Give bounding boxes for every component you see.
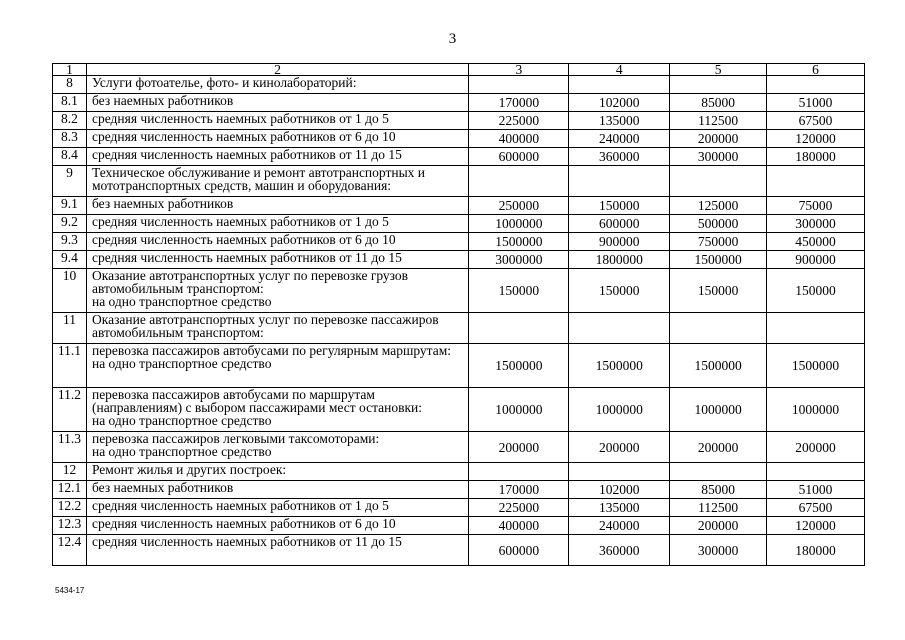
row-value-col5: 1000000 (670, 388, 767, 432)
row-value-col3: 150000 (469, 269, 569, 313)
row-number: 12.3 (53, 517, 87, 535)
row-number: 8.4 (53, 148, 87, 166)
table-row (53, 388, 865, 432)
row-value-col4: 150000 (569, 269, 670, 313)
row-number: 8.1 (53, 94, 87, 112)
table-row (53, 130, 865, 148)
row-value-col6 (767, 313, 865, 344)
row-value-col6: 1000000 (767, 388, 865, 432)
row-number: 11.1 (53, 344, 87, 388)
row-value-col6: 200000 (767, 432, 865, 463)
row-value-col4: 1800000 (569, 251, 670, 269)
table-row (53, 517, 865, 535)
row-value-col5: 85000 (670, 481, 767, 499)
row-value-col3: 1000000 (469, 215, 569, 233)
row-number: 8.3 (53, 130, 87, 148)
row-value-col3: 400000 (469, 517, 569, 535)
row-value-col6: 900000 (767, 251, 865, 269)
row-value-col4: 360000 (569, 535, 670, 566)
row-value-col4: 200000 (569, 432, 670, 463)
row-description: без наемных работников (86, 197, 468, 215)
row-value-col6: 1500000 (767, 344, 865, 388)
row-value-col4: 240000 (569, 130, 670, 148)
row-number: 11 (53, 313, 87, 344)
row-description: средняя численность наемных работников от 6 до 10 (86, 130, 468, 148)
table-row (53, 233, 865, 251)
table-row (53, 251, 865, 269)
table-row (53, 166, 865, 197)
row-value-col5 (670, 313, 767, 344)
row-value-col6 (767, 166, 865, 197)
table-row (53, 148, 865, 166)
table-row (53, 112, 865, 130)
row-value-col3: 225000 (469, 112, 569, 130)
row-value-col5 (670, 166, 767, 197)
row-value-col5: 300000 (670, 535, 767, 566)
row-number: 9.4 (53, 251, 87, 269)
table-row (53, 94, 865, 112)
row-value-col3: 400000 (469, 130, 569, 148)
row-value-col4: 1000000 (569, 388, 670, 432)
row-number: 9.1 (53, 197, 87, 215)
row-value-col6 (767, 463, 865, 481)
row-value-col6: 180000 (767, 148, 865, 166)
row-description: Оказание автотранспортных услуг по перевозке грузов автомобильным транспортом: на одно транспортное средство (86, 269, 468, 313)
table-row (53, 499, 865, 517)
row-value-col4: 150000 (569, 197, 670, 215)
row-number: 9 (53, 166, 87, 197)
row-number: 8 (53, 76, 87, 94)
tariff-table (52, 63, 865, 566)
row-number: 11.2 (53, 388, 87, 432)
table-row (53, 344, 865, 388)
row-description: перевозка пассажиров автобусами по маршрутам (направлениям) с выбором пассажирами мест остановки: на одно транспортное средство (86, 388, 468, 432)
row-value-col3: 3000000 (469, 251, 569, 269)
row-value-col5: 112500 (670, 112, 767, 130)
row-number: 10 (53, 269, 87, 313)
row-value-col5: 500000 (670, 215, 767, 233)
row-value-col3: 1000000 (469, 388, 569, 432)
row-value-col3 (469, 166, 569, 197)
row-value-col3 (469, 463, 569, 481)
row-value-col3: 170000 (469, 481, 569, 499)
table-row (53, 432, 865, 463)
row-value-col3 (469, 313, 569, 344)
row-description: средняя численность наемных работников от 6 до 10 (86, 233, 468, 251)
table-row (53, 215, 865, 233)
row-value-col5: 112500 (670, 499, 767, 517)
column-header: 4 (569, 64, 670, 76)
row-value-col4 (569, 76, 670, 94)
row-value-col6: 67500 (767, 499, 865, 517)
row-value-col6: 75000 (767, 197, 865, 215)
row-value-col5: 200000 (670, 517, 767, 535)
column-header: 3 (469, 64, 569, 76)
row-number: 8.2 (53, 112, 87, 130)
row-value-col6: 450000 (767, 233, 865, 251)
row-value-col5: 1500000 (670, 251, 767, 269)
table-row (53, 463, 865, 481)
row-value-col3: 1500000 (469, 344, 569, 388)
table-row (53, 76, 865, 94)
row-description: средняя численность наемных работников от 1 до 5 (86, 112, 468, 130)
table-row (53, 535, 865, 566)
row-description: Ремонт жилья и других построек: (86, 463, 468, 481)
row-value-col5: 750000 (670, 233, 767, 251)
row-value-col4: 360000 (569, 148, 670, 166)
row-description: средняя численность наемных работников от 1 до 5 (86, 215, 468, 233)
row-description: Техническое обслуживание и ремонт автотранспортных и мототранспортных средств, машин и оборудования: (86, 166, 468, 197)
row-value-col3 (469, 76, 569, 94)
row-value-col5: 150000 (670, 269, 767, 313)
row-value-col5: 85000 (670, 94, 767, 112)
column-header: 1 (53, 64, 87, 76)
row-value-col4: 240000 (569, 517, 670, 535)
row-description: средняя численность наемных работников от 6 до 10 (86, 517, 468, 535)
table-row (53, 269, 865, 313)
row-value-col3: 200000 (469, 432, 569, 463)
row-description: средняя численность наемных работников от 11 до 15 (86, 148, 468, 166)
row-value-col6: 300000 (767, 215, 865, 233)
row-value-col5 (670, 76, 767, 94)
table-row (53, 481, 865, 499)
row-value-col6: 51000 (767, 481, 865, 499)
row-description: Услуги фотоателье, фото- и кинолабораторий: (86, 76, 468, 94)
row-value-col3: 250000 (469, 197, 569, 215)
document-code: 5434-17 (55, 586, 85, 595)
row-value-col6: 180000 (767, 535, 865, 566)
row-value-col4 (569, 166, 670, 197)
row-value-col6: 51000 (767, 94, 865, 112)
row-description: Оказание автотранспортных услуг по перевозке пассажиров автомобильным транспортом: (86, 313, 468, 344)
table-body (53, 64, 865, 566)
row-number: 11.3 (53, 432, 87, 463)
row-value-col3: 170000 (469, 94, 569, 112)
row-description: перевозка пассажиров легковыми таксомоторами: на одно транспортное средство (86, 432, 468, 463)
row-value-col4: 900000 (569, 233, 670, 251)
row-description: перевозка пассажиров автобусами по регулярным маршрутам: на одно транспортное средство (86, 344, 468, 388)
column-header: 6 (767, 64, 865, 76)
row-value-col4: 1500000 (569, 344, 670, 388)
row-value-col4 (569, 313, 670, 344)
row-value-col4: 135000 (569, 112, 670, 130)
row-value-col5: 300000 (670, 148, 767, 166)
row-number: 12.1 (53, 481, 87, 499)
row-value-col6 (767, 76, 865, 94)
row-description: средняя численность наемных работников от 1 до 5 (86, 499, 468, 517)
row-description: без наемных работников (86, 94, 468, 112)
row-value-col5: 200000 (670, 432, 767, 463)
row-value-col3: 600000 (469, 148, 569, 166)
row-value-col5 (670, 463, 767, 481)
row-value-col5: 125000 (670, 197, 767, 215)
row-number: 12.2 (53, 499, 87, 517)
row-number: 12 (53, 463, 87, 481)
column-header-row (53, 64, 865, 76)
row-value-col4: 102000 (569, 481, 670, 499)
row-value-col5: 200000 (670, 130, 767, 148)
row-description: средняя численность наемных работников от 11 до 15 (86, 251, 468, 269)
page-number: 3 (448, 31, 457, 47)
row-description: без наемных работников (86, 481, 468, 499)
column-header: 2 (86, 64, 468, 76)
row-number: 9.3 (53, 233, 87, 251)
row-number: 9.2 (53, 215, 87, 233)
row-value-col4: 102000 (569, 94, 670, 112)
row-value-col5: 1500000 (670, 344, 767, 388)
row-value-col3: 600000 (469, 535, 569, 566)
row-value-col3: 225000 (469, 499, 569, 517)
row-value-col4 (569, 463, 670, 481)
row-value-col4: 600000 (569, 215, 670, 233)
row-value-col4: 135000 (569, 499, 670, 517)
table-row (53, 313, 865, 344)
row-number: 12.4 (53, 535, 87, 566)
table-row (53, 197, 865, 215)
row-value-col6: 67500 (767, 112, 865, 130)
row-value-col3: 1500000 (469, 233, 569, 251)
row-value-col6: 120000 (767, 130, 865, 148)
row-description: средняя численность наемных работников от 11 до 15 (86, 535, 468, 566)
row-value-col6: 120000 (767, 517, 865, 535)
row-value-col6: 150000 (767, 269, 865, 313)
column-header: 5 (670, 64, 767, 76)
